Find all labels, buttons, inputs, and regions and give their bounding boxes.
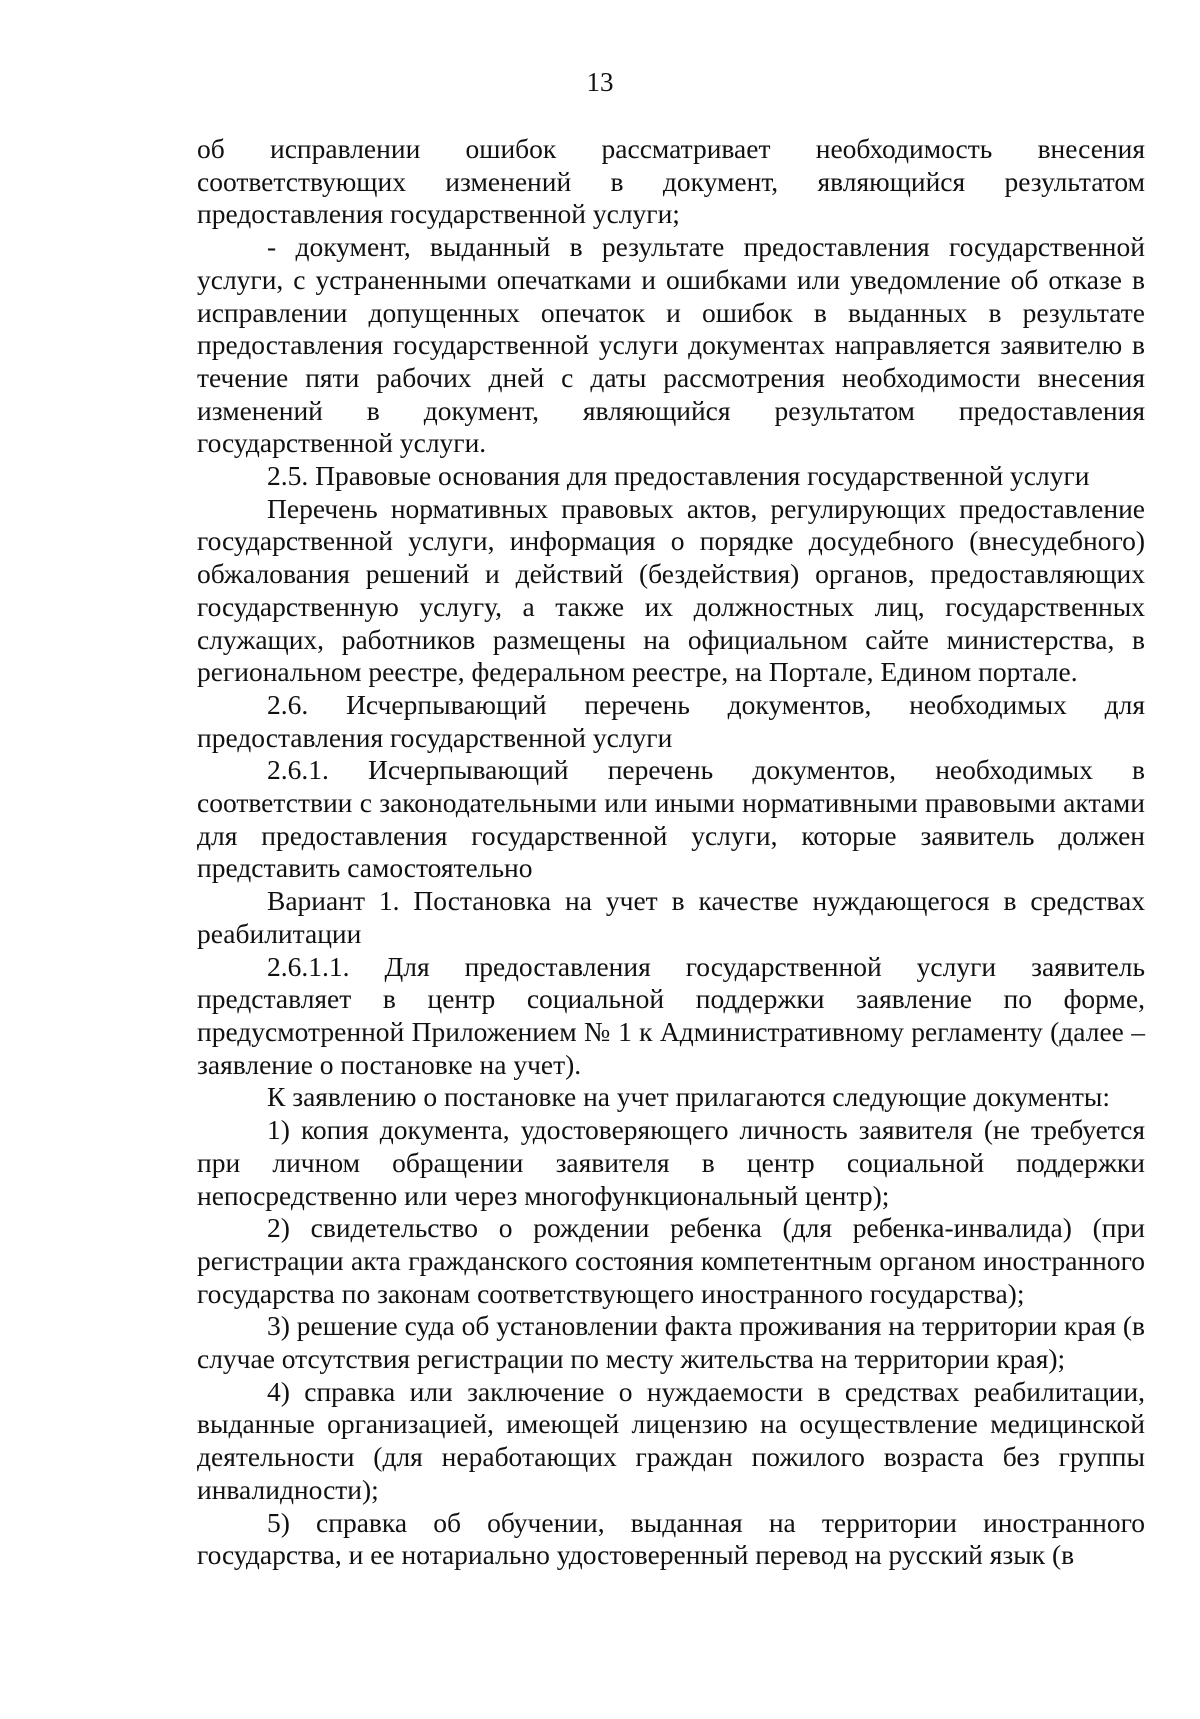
section-heading-2-6-1: 2.6.1. Исчерпывающий перечень документов, необходимых в соответствии с законодательными или иными нормативными правовыми актами для предоставления государственной услуги, которые заявитель должен представить самостоятельно	[197, 754, 1145, 884]
document-body	[197, 133, 1145, 1572]
list-item: 3) решение суда об установлении факта проживания на территории края (в случае отсутствия регистрации по месту жительства на территории края);	[197, 1310, 1145, 1375]
section-heading-2-6: 2.6. Исчерпывающий перечень документов, необходимых для предоставления государственной услуги	[197, 688, 1145, 753]
paragraph-2-6-1-1: 2.6.1.1. Для предоставления государственной услуги заявитель представляет в центр социальной поддержки заявление по форме, предусмотренной Приложением № 1 к Административному регламенту (далее – заявление о постановке на учет).	[197, 950, 1145, 1080]
paragraph-correction-result: - документ, выданный в результате предоставления государственной услуги, с устраненными опечатками и ошибками или уведомление об отказе в исправлении допущенных опечаток и ошибок в выданных в результате предоставления государственной услуги документах направляется заявителю в течение пяти рабочих дней с даты рассмотрения необходимости внесения изменений в документ, являющийся результатом предоставления государственной услуги.	[197, 231, 1145, 459]
list-item: 1) копия документа, удостоверяющего личность заявителя (не требуется при личном обращении заявителя в центр социальной поддержки непосредственно или через многофункциональный центр);	[197, 1114, 1145, 1211]
variant-heading: Вариант 1. Постановка на учет в качестве нуждающегося в средствах реабилитации	[197, 885, 1145, 949]
section-heading-2-5: 2.5. Правовые основания для предоставления государственной услуги	[267, 460, 1090, 492]
list-item: 5) справка об обучении, выданная на территории иностранного государства, и ее нотариально удостоверенный перевод на русский язык (в	[197, 1506, 1145, 1571]
list-item: 4) справка или заключение о нуждаемости в средствах реабилитации, выданные организацией, имеющей лицензию на осуществление медицинской деятельности (для неработающих граждан пожилого возраста без группы инвалидности);	[197, 1375, 1145, 1505]
paragraph-attached-documents: К заявлению о постановке на учет прилагаются следующие документы:	[267, 1081, 1111, 1113]
paragraph-legal-acts: Перечень нормативных правовых актов, регулирующих предоставление государственной услуги, информация о порядке досудебного (внесудебного) обжалования решений и действий (бездействия) органов, предоставляющих государственную услугу, а также их должностных лиц, государственных служащих, работников размещены на официальном сайте министерства, в региональном реестре, федеральном реестре, на Портале, Едином портале.	[197, 492, 1145, 688]
page-number: 13	[586, 67, 614, 97]
list-item: 2) свидетельство о рождении ребенка (для ребенка-инвалида) (при регистрации акта гражданского состояния компетентным органом иностранного государства по законам соответствующего иностранного государства);	[197, 1212, 1145, 1309]
paragraph-continuation: об исправлении ошибок рассматривает необходимость внесения соответствующих изменений в документ, являющийся результатом предоставления государственной услуги;	[197, 133, 1145, 230]
